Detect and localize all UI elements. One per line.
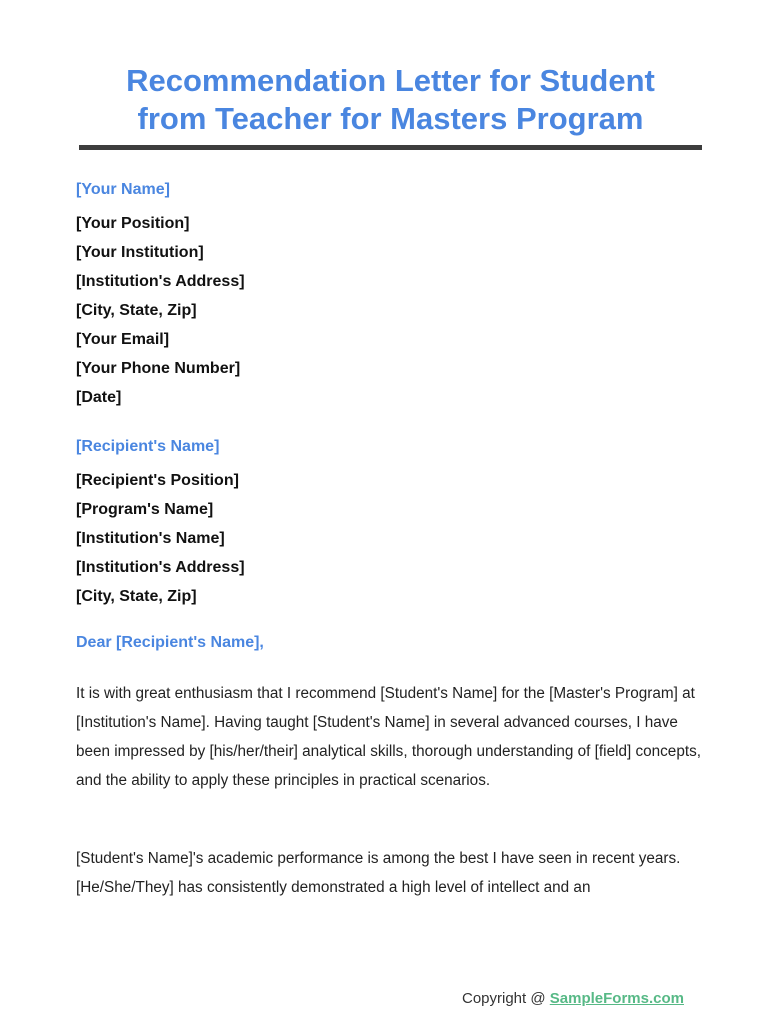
copyright-label: Copyright @ (462, 990, 550, 1007)
sender-city-state-zip: [City, State, Zip] (76, 302, 197, 319)
recipient-city-state-zip: [City, State, Zip] (76, 588, 197, 605)
footer-copyright (462, 990, 684, 1007)
recipient-position: [Recipient's Position] (76, 472, 239, 489)
sender-institution: [Your Institution] (76, 244, 204, 261)
sender-name: [Your Name] (76, 181, 170, 198)
recipient-institution: [Institution's Name] (76, 530, 225, 547)
body-paragraph-1: It is with great enthusiasm that I recommend [Student's Name] for the [Master's Program] at [Institution's Name]. Having taught [Student's Name] in several advanced courses, I have been impressed by [his/her/their] analytical skills, thorough understanding of [field] concepts, and the ability to apply these principles in practical scenarios. (76, 685, 701, 789)
title-line-2: from Teacher for Masters Program (137, 101, 644, 136)
salutation: Dear [Recipient's Name], (76, 634, 264, 651)
sender-address: [Institution's Address] (76, 273, 245, 290)
letter-date: [Date] (76, 389, 122, 406)
recipient-program: [Program's Name] (76, 501, 214, 518)
sender-position: [Your Position] (76, 215, 190, 232)
recipient-address: [Institution's Address] (76, 559, 245, 576)
title-line-1: Recommendation Letter for Student (126, 63, 655, 98)
sender-phone: [Your Phone Number] (76, 360, 241, 377)
title-divider (79, 145, 702, 150)
recipient-block (76, 432, 245, 611)
sender-email: [Your Email] (76, 331, 170, 348)
sampleforms-link[interactable]: SampleForms.com (549, 990, 684, 1007)
sender-block (76, 175, 245, 412)
document-title (60, 62, 721, 138)
body-paragraph-2: [Student's Name]'s academic performance is among the best I have seen in recent years. [He/She/They] has consistently demonstrated a high level of intellect and an (76, 850, 681, 896)
recipient-name: [Recipient's Name] (76, 438, 220, 455)
